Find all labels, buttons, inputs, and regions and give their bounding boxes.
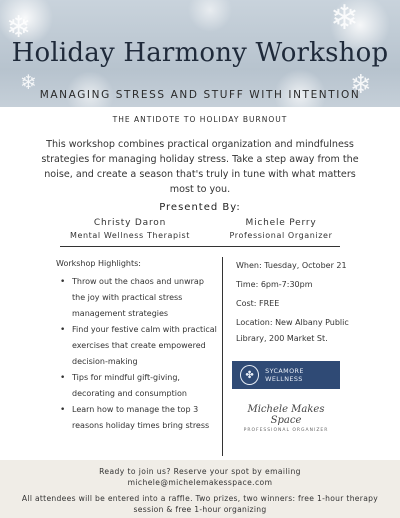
event-details [236,258,376,347]
event-cost: Cost: FREE [236,299,280,308]
highlights-title: Workshop Highlights: [56,259,141,268]
event-time: Time: 6pm-7:30pm [236,280,313,289]
knot-icon: ✤ [240,365,259,385]
event-location: Location: New Albany Public Library, 200 Market St. [236,318,349,343]
tagline-band [0,107,400,127]
page-subtitle: MANAGING STRESS AND STUFF WITH INTENTION [39,89,361,101]
tagline: THE ANTIDOTE TO HOLIDAY BURNOUT [112,115,288,124]
footer-email: michele@michelemakesspace.com [127,478,273,487]
page-title: Holiday Harmony Workshop [11,38,389,68]
logo-script: Michele Makes Space [247,404,325,426]
column-divider [222,257,223,456]
list-item: • Throw out the chaos and unwrap the joy with practical stress management strategies [60,274,218,322]
event-date: When: Tuesday, October 21 [236,261,347,270]
snowflake-icon: ❄ [330,0,359,38]
michele-makes-space-logo [236,404,336,442]
snowflake-icon: ❄ [6,10,32,45]
footer-cta: Ready to join us? Reserve your spot by emailing [99,467,301,476]
list-item: • Tips for mindful gift-giving, decorating and consumption [60,370,218,402]
snowflake-icon: ❄ [20,70,37,94]
presenter-role: Professional Organizer [229,231,333,240]
presented-by-heading: Presented By: [159,202,241,213]
footer-raffle: All attendees will be entered into a raffle. Two prizes, two winners: free 1-hour therapy session & free 1-hour organizing [21,494,379,514]
logo-label: SYCAMORE WELLNESS [265,367,304,383]
presenter-christy [55,218,205,240]
list-item: • Learn how to manage the top 3 reasons holiday times bring stress [60,402,218,434]
presenter-name: Christy Daron [93,218,167,228]
footer-band [0,460,400,518]
highlights-list [60,274,218,434]
presenter-michele [206,218,356,240]
snowflake-icon: ❄ [350,70,372,100]
presenter-role: Mental Wellness Therapist [69,231,191,240]
logo-subtext: PROFESSIONAL ORGANIZER [243,428,329,433]
intro-paragraph: This workshop combines practical organization and mindfulness strategies for managing holiday stress. Take a step away from the noise, and create a season that's truly in tune with what matters most to you. [41,139,359,195]
header-banner [0,0,400,127]
divider [60,246,340,247]
sycamore-wellness-logo [232,361,340,389]
list-item: • Find your festive calm with practical exercises that create empowered decision-making [60,322,218,370]
presenter-name: Michele Perry [245,218,317,228]
